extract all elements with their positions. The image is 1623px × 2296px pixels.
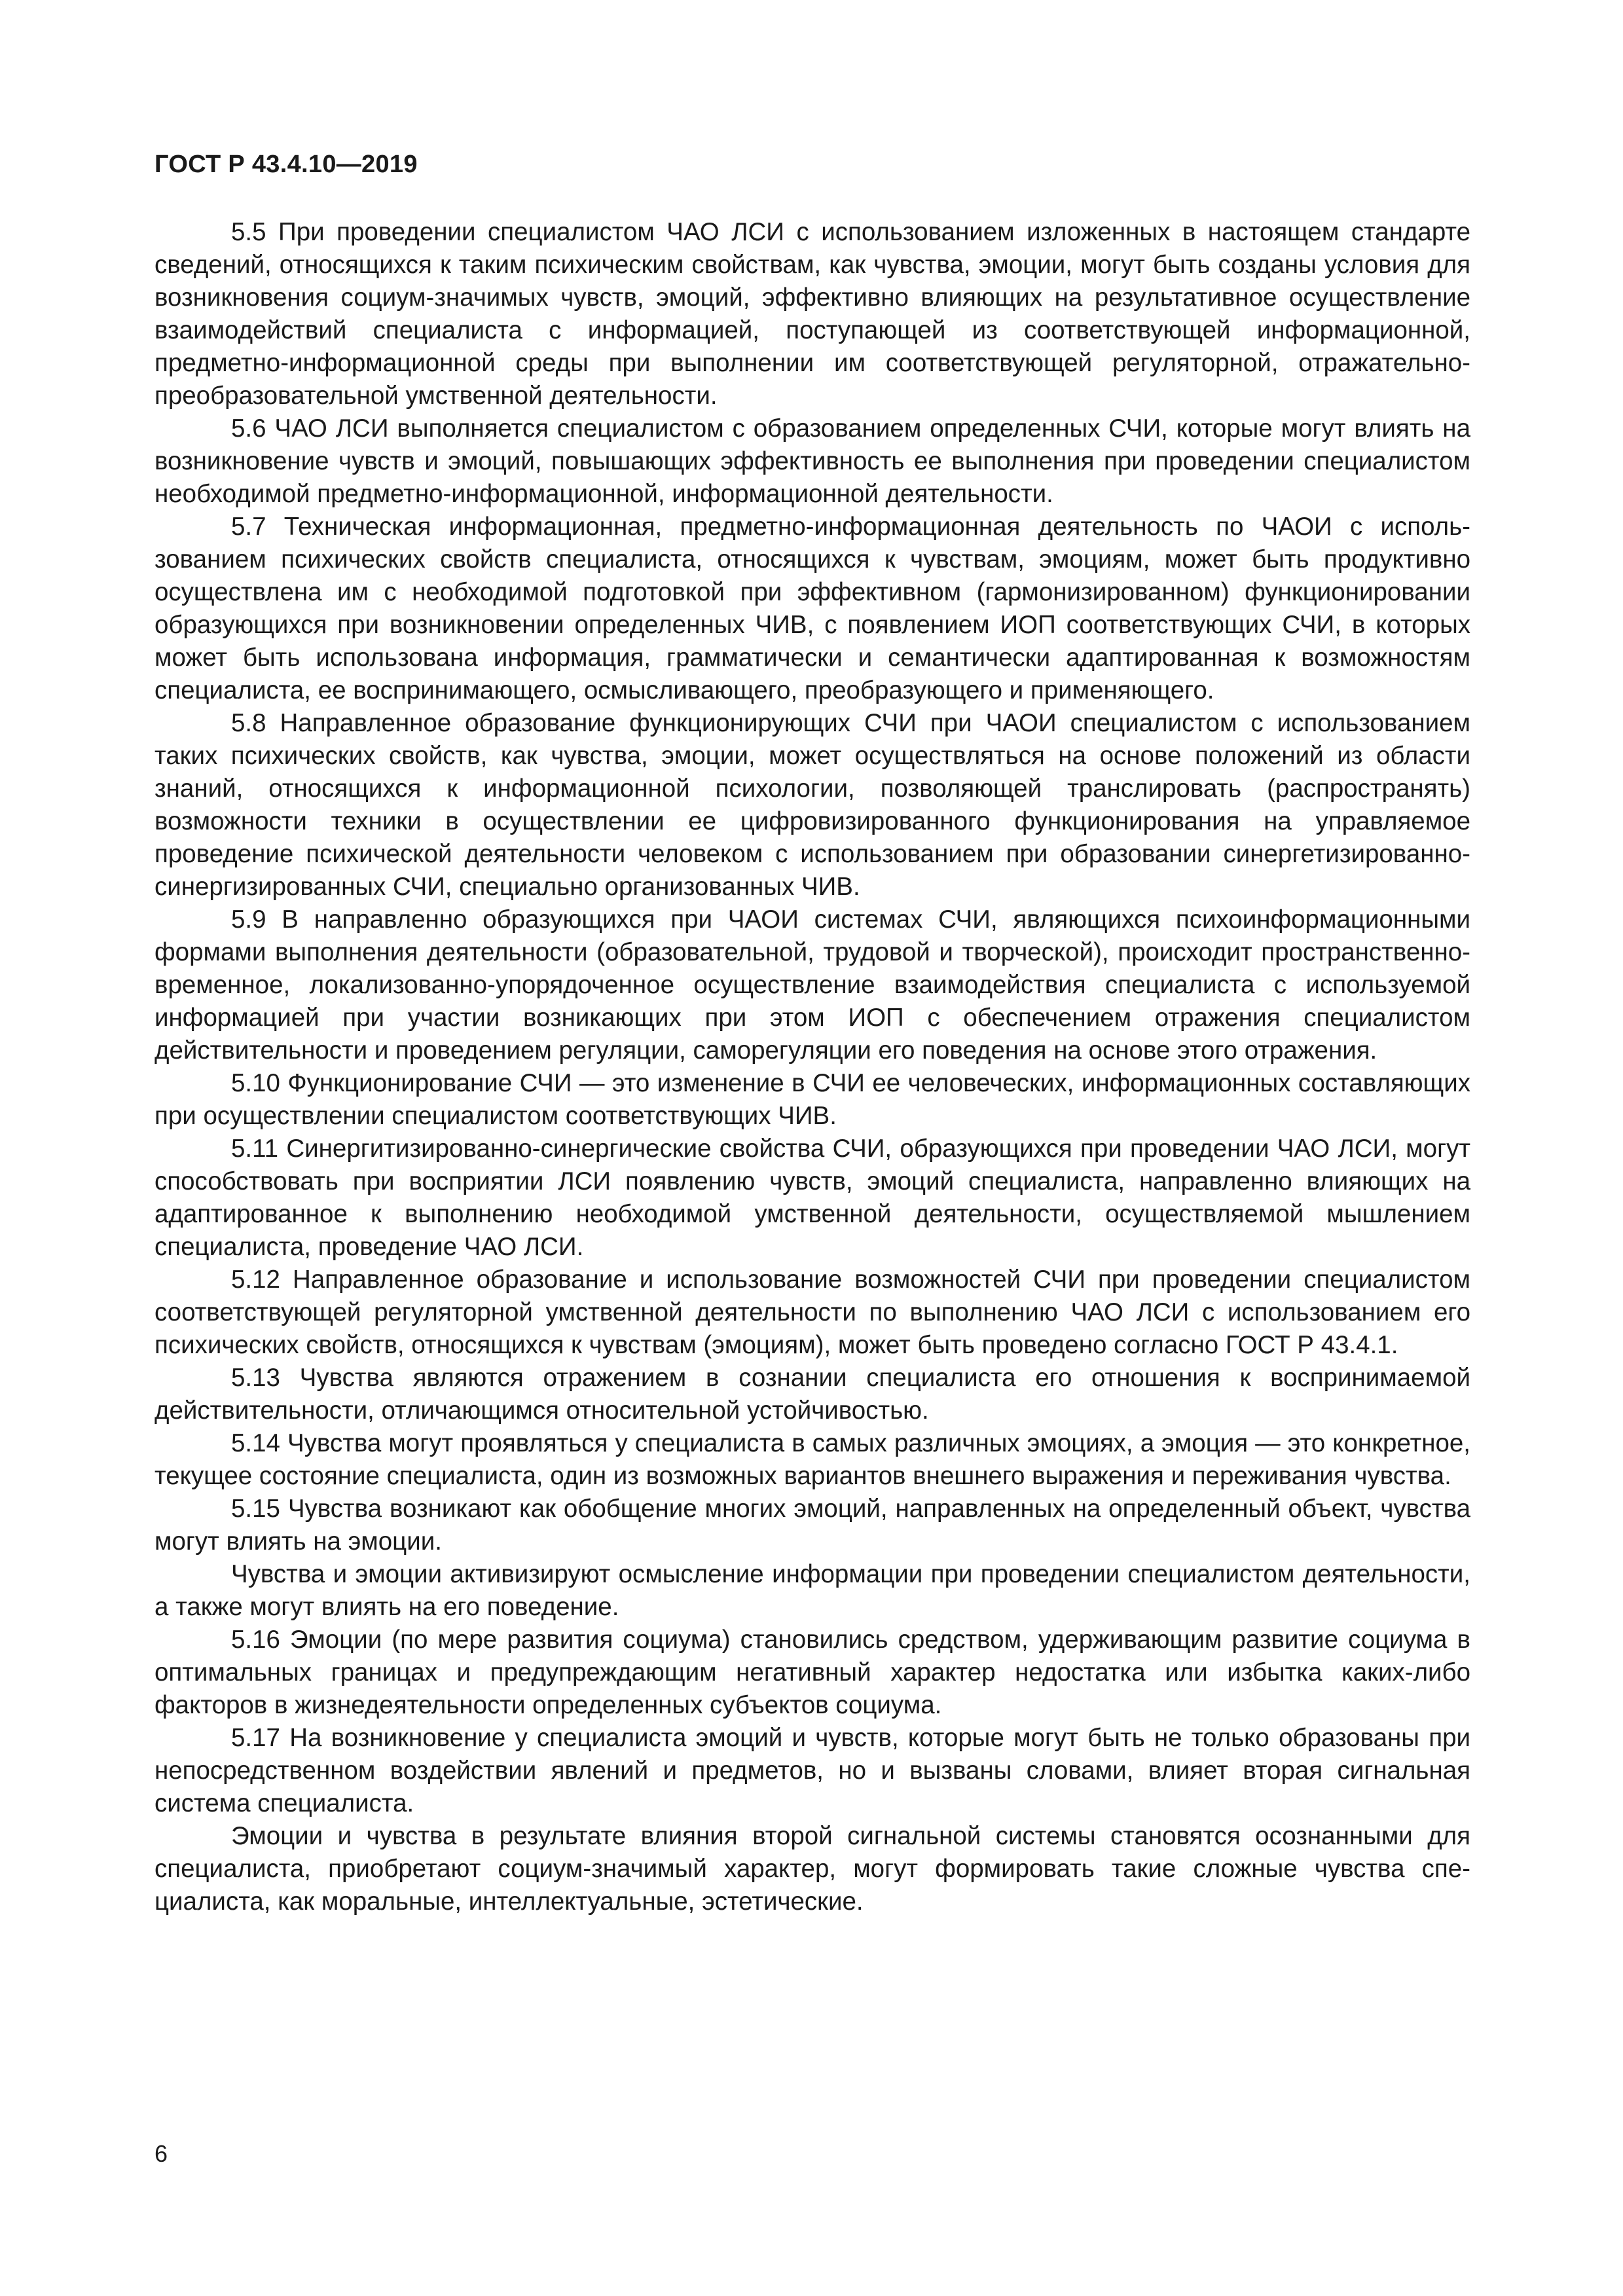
paragraph-5-14: 5.14 Чувства могут проявляться у специалиста в самых различных эмоциях, а эмоция — это конкретное, текущее состояние специалиста, один из возможных вариантов внешнего выражения и переживания чувства.: [155, 1429, 1470, 1490]
paragraph-5-17: 5.17 На возникновение у специалиста эмоций и чувств, которые могут быть не только образованы при непосредственном воздействии явлений и предметов, но и вызваны словами, влияет вторая сигнальная система специалиста.: [155, 1724, 1470, 1817]
paragraph-5-7: 5.7 Техническая информационная, предметно-информационная деятельность по ЧАОИ с использованием психических свойств специалиста, относящихся к чувствам, эмоциям, может быть продуктивно осуществлена им с необходимой подготовкой при эффективном (гармонизированном) функционировании образующихся при возникновении определенных ЧИВ, с появлением ИОП соответствующих СЧИ, в которых может быть использована информация, грамматически и семантически адаптированная к возможностям специалиста, ее воспринимающего, осмысливающего, преобразующего и применяющего.: [155, 513, 1470, 704]
body-text: [155, 216, 1470, 1918]
page-number: 6: [155, 2140, 168, 2167]
document-page: [155, 0, 1470, 2296]
paragraph-5-15-cont: Чувства и эмоции активизируют осмысление информации при проведении специалистом деятельности, а также могут влиять на его поведение.: [155, 1560, 1470, 1621]
paragraph-5-5: 5.5 При проведении специалистом ЧАО ЛСИ с использованием изложенных в настоящем стандарте сведений, относящихся к таким психическим свойствам, как чувства, эмоции, могут быть созданы условия для возникновения социум-значимых чувств, эмоций, эффективно влияющих на результативное осуществление взаимодействий специалиста с информацией, поступающей из соответствующей информационной, предметно-информационной среды при выполнении им соответствующей регуляторной, отражательно-преобразовательной умственной деятельности.: [155, 218, 1470, 410]
paragraph-5-13: 5.13 Чувства являются отражением в сознании специалиста его отношения к воспринимаемой действительности, отличающимся относительной устойчивостью.: [155, 1364, 1470, 1425]
paragraph-5-9: 5.9 В направленно образующихся при ЧАОИ системах СЧИ, являющихся психоинформационными формами выполнения деятельности (образовательной, трудовой и творческой), происходит пространственно-временное, локализованно-упорядоченное осуществление взаимодействия специалиста с используемой информацией при участии возникающих при этом ИОП с обеспечением отражения специалистом действительности и проведением регуляции, саморегуляции его поведения на основе этого отражения.: [155, 905, 1470, 1065]
paragraph-5-12: 5.12 Направленное образование и использование возможностей СЧИ при проведении специалистом соответствующей регуляторной умственной деятельности по выполнению ЧАО ЛСИ с использованием его психических свойств, относящихся к чувствам (эмоциям), может быть проведено согласно ГОСТ Р 43.4.1.: [155, 1266, 1470, 1359]
paragraph-5-17-cont: Эмоции и чувства в результате влияния второй сигнальной системы становятся осознанными для специалиста, приобретают социум-значимый характер, могут формировать такие сложные чувства специалиста, как моральные, интеллектуальные, эстетические.: [155, 1822, 1470, 1916]
paragraph-5-8: 5.8 Направленное образование функционирующих СЧИ при ЧАОИ специалистом с использованием таких психических свойств, как чувства, эмоции, может осуществляться на основе положений из области знаний, относящихся к информационной психологии, позволяющей транслировать (распространять) возможности техники в осуществлении ее цифровизированного функционирования на управляемое проведение психической деятельности человеком с использованием при образовании синергетизированно-синергизированных СЧИ, специально организованных ЧИВ.: [155, 709, 1470, 901]
paragraph-5-6: 5.6 ЧАО ЛСИ выполняется специалистом с образованием определенных СЧИ, которые могут влиять на возникновение чувств и эмоций, повышающих эффективность ее выполнения при проведении специалистом необходимой предметно-информационной, информационной деятельности.: [155, 414, 1470, 508]
paragraph-5-10: 5.10 Функционирование СЧИ — это изменение в СЧИ ее человеческих, информационных составляющих при осуществлении специалистом соответствующих ЧИВ.: [155, 1069, 1470, 1130]
paragraph-5-11: 5.11 Синергитизированно-синергические свойства СЧИ, образующихся при проведении ЧАО ЛСИ, могут способствовать при восприятии ЛСИ появлению чувств, эмоций специалиста, направленно влияющих на адаптированное к выполнению необходимой умственной деятельности, осуществляемой мышлением специалиста, проведение ЧАО ЛСИ.: [155, 1135, 1470, 1261]
paragraph-5-15: 5.15 Чувства возникают как обобщение многих эмоций, направленных на определенный объект, чувства могут влиять на эмоции.: [155, 1495, 1470, 1556]
standard-header: ГОСТ Р 43.4.10—2019: [155, 151, 418, 178]
paragraph-5-16: 5.16 Эмоции (по мере развития социума) становились средством, удерживающим развитие социума в оптимальных границах и предупреждающим негативный характер недостатка или избытка каких-либо факторов в жизнедеятельности определенных субъектов социума.: [155, 1626, 1470, 1719]
